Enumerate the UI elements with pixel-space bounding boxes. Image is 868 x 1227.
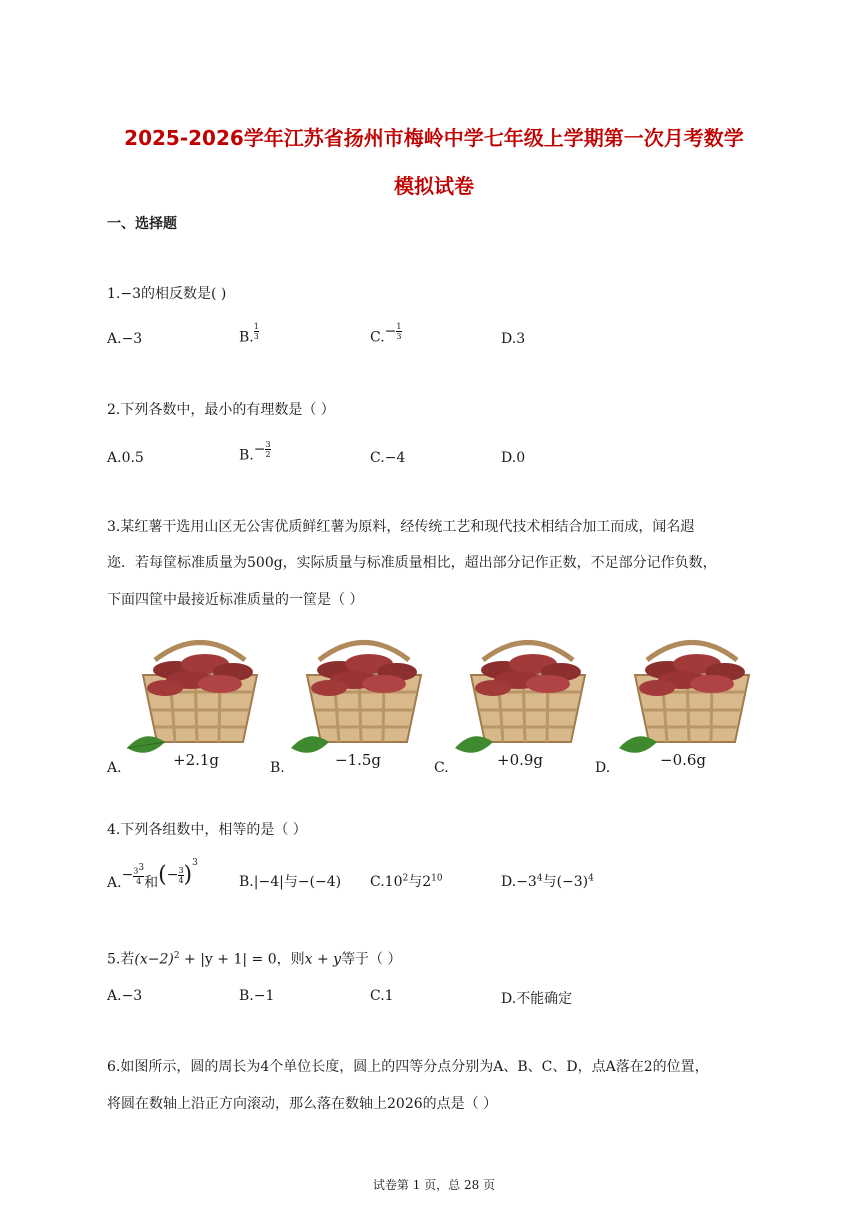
option-value: −4 [384,450,406,466]
option-label: B. [239,988,254,1004]
question-3-line1: 3.某红薯干选用山区无公害优质鲜红薯为原料，经传统工艺和现代技术相结合加工而成，闻名遐 [107,519,695,535]
option-label: A. [107,450,122,466]
q5-option-b[interactable] [239,988,274,1004]
expr-left: |−4| [253,874,284,890]
q3-option-c-label[interactable]: C. [434,760,449,776]
option-label: D. [501,331,517,347]
page-footer: 试卷第 1 页，总 28 页 [372,1178,496,1192]
option-value: 1 [384,988,394,1004]
fraction: $\frac{1}{3}$ [253,322,259,341]
section-heading: 一、选择题 [107,216,177,232]
fraction: $\frac{3^3}{4}$ [133,863,145,886]
q4-option-a[interactable]: A.− $\frac{3^3}{4}$ 和(− $\frac{3}{4}$ )$^3$ [107,858,198,891]
exam-title-line2: 模拟试卷 [394,174,474,198]
option-value: −3 [121,988,143,1004]
question-1: 1.−3的相反数是( ) [107,286,227,302]
option-value: 不能确定 [516,991,573,1007]
expr-right: (−3) [556,874,589,890]
q2-option-c[interactable] [370,450,405,466]
minus-sign: − [166,867,179,883]
q3-option-a-value: +2.1g [173,751,220,769]
question-3-line2: 迩．若每筐标准质量为500g，实际质量与标准质量相比，超出部分记作正数，不足部分记作负数， [107,555,717,571]
q3-option-d-label[interactable]: D. [595,760,611,776]
option-label: A. [107,875,122,891]
option-label: B. [239,447,254,464]
q2-option-a[interactable] [107,450,144,466]
option-label: A. [107,988,122,1004]
expr-left: −3 [516,874,537,890]
q1-option-a[interactable] [107,331,142,347]
minus-sign: − [121,867,134,883]
q4-option-c[interactable]: $C.10^2$与$2^{10}$ [370,873,443,890]
basket-options-row [107,630,762,780]
conjunction: 与 [542,874,557,890]
fraction: $\frac{3}{2}$ [265,440,271,459]
option-label: C. [370,874,385,890]
q3-option-b-label[interactable]: B. [270,760,285,776]
option-value: 0.5 [121,450,144,466]
q4-option-d[interactable]: $D.-3^4$与$(-3)^4$ [501,873,594,890]
q3-option-c-value: +0.9g [497,751,544,769]
option-value: 0 [516,450,526,466]
q3-option-a-label[interactable]: A. [107,760,122,776]
exam-title-line1: 2025-2026学年江苏省扬州市梅岭中学七年级上学期第一次月考数学 [124,126,744,150]
fraction: $\frac{1}{3}$ [396,322,402,341]
fraction: $\frac{3}{4}$ [178,865,184,885]
minus-sign: − [384,323,397,340]
option-label: B. [239,874,254,890]
option-label: C. [370,988,385,1004]
option-label: D. [501,874,517,890]
q5-option-a[interactable] [107,988,142,1004]
option-label: C. [370,329,385,346]
question-6-line2: 将圆在数轴上沿正方向滚动，那么落在数轴上2026的点是（ ） [107,1096,498,1112]
question-3-line3: 下面四筐中最接近标准质量的一筐是（ ） [107,592,364,608]
question-2: 2.下列各数中，最小的有理数是（ ） [107,402,335,418]
expr-left: 10 [384,874,403,890]
conjunction: 与 [283,874,298,890]
paren-close: ) [183,862,193,888]
option-label: A. [107,331,122,347]
conjunction: 与 [408,874,423,890]
q3-option-d-value: −0.6g [660,751,707,769]
q5-option-c[interactable] [370,988,394,1004]
option-value: −1 [253,988,275,1004]
question-6-line1: 6.如图所示，圆的周长为4个单位长度，圆上的四等分点分别为A、B、C、D，点A落在2的位置， [107,1059,709,1075]
q1-option-c[interactable] [370,322,402,346]
conjunction: 和 [144,875,159,891]
expr-right: 2 [422,874,432,890]
option-label: D. [501,450,517,466]
question-4: 4.下列各组数中，相等的是（ ） [107,822,307,838]
q2-option-d[interactable] [501,450,525,466]
paren-open: ( [158,862,167,888]
q1-option-b[interactable] [239,322,259,346]
q1-option-d[interactable] [501,331,525,347]
option-value: −3 [121,331,143,347]
question-5: 5.若$(x-2)^2 + |y + 1| = 0$，则x + y等于（ ） [107,951,402,968]
q3-option-b-value: −1.5g [335,751,382,769]
q5-option-d[interactable] [501,988,572,1008]
q2-option-b[interactable] [239,440,271,464]
q4-option-b[interactable] [239,871,341,891]
expr-right: −(−4) [297,874,342,890]
option-label: C. [370,450,385,466]
minus-sign: − [253,441,266,458]
option-label: B. [239,329,254,346]
option-value: 3 [516,331,526,347]
option-label: D. [501,991,517,1007]
